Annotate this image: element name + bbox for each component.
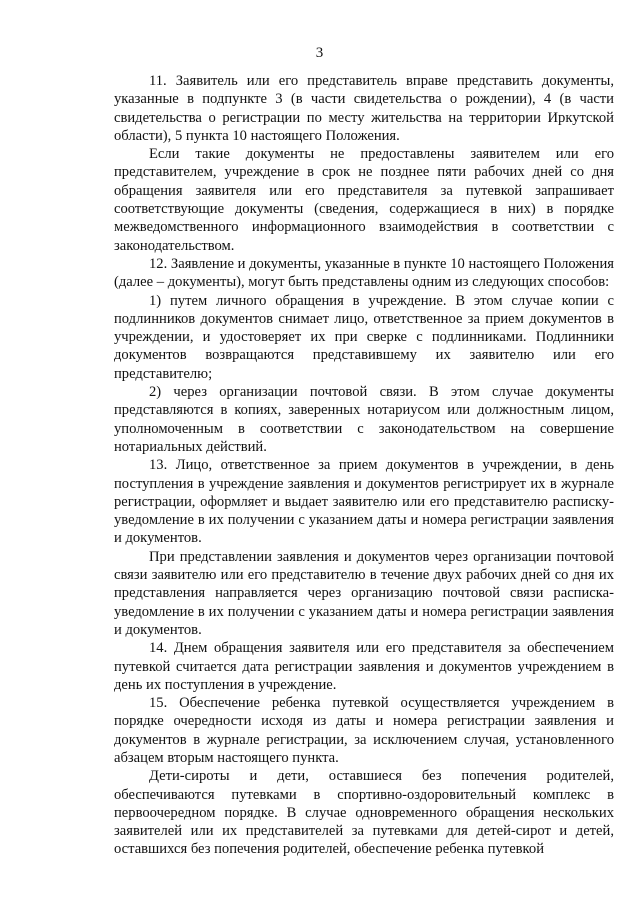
paragraph-11: 11. Заявитель или его представитель вправе представить документы, указанные в подпункте 3 (в части свидетельства о рождении), 4 (в части свидетельства о регистрации по месту жительства на территории Иркутской области), 5 пункта 10 настоящего Положения.	[114, 73, 614, 144]
paragraph-13-continued: При представлении заявления и документов через организации почтовой связи заявителю или его представителю в течение двух рабочих дней со дня их представления направляется через организацию почтовой связи расписка-уведомление в их получении с указанием даты и номера регистрации заявления и документов.	[114, 548, 614, 638]
document-body	[114, 72, 614, 859]
paragraph-12: 12. Заявление и документы, указанные в пункте 10 настоящего Положения (далее – документы), могут быть представлены одним из следующих способов:	[114, 255, 614, 291]
paragraph-12-item-1: 1) путем личного обращения в учреждение. В этом случае копии с подлинников документов снимает лицо, ответственное за прием документов в учреждении, и удостоверяет их при сверке с подлинниками. Подлинники документов возвращаются представившему их заявителю или его представителю;	[114, 292, 614, 382]
paragraph-15-continued: Дети-сироты и дети, оставшиеся без попечения родителей, обеспечиваются путевками в спортивно-оздоровительный комплекс в первоочередном порядке. В случае одновременного обращения нескольких заявителей или их представителей за путевками для детей-сирот и детей, оставшихся без попечения родителей, обеспечение ребенка путевкой	[114, 768, 614, 858]
page-number: 3	[315, 45, 324, 61]
paragraph-11-continued: Если такие документы не предоставлены заявителем или его представителем, учреждение в срок не позднее пяти рабочих дней со дня обращения заявителя или его представителя за путевкой запрашивает соответствующие документы (сведения, содержащиеся в них) в порядке межведомственного информационного взаимодействия в соответствии с законодательством.	[114, 146, 614, 254]
paragraph-13: 13. Лицо, ответственное за прием документов в учреждении, в день поступления в учреждение заявления и документов регистрирует их в журнале регистрации, оформляет и выдает заявителю или его представителю расписку-уведомление в их получении с указанием даты и номера регистрации заявления и документов.	[114, 457, 614, 547]
paragraph-14: 14. Днем обращения заявителя или его представителя за обеспечением путевкой считается дата регистрации заявления и документов учреждением в день их поступления в учреждение.	[114, 640, 614, 693]
paragraph-12-item-2: 2) через организации почтовой связи. В этом случае документы представляются в копиях, заверенных нотариусом или должностным лицом, уполномоченным в соответствии с законодательством на совершение нотариальных действий.	[114, 384, 614, 455]
paragraph-15: 15. Обеспечение ребенка путевкой осуществляется учреждением в порядке очередности исходя из даты и номера регистрации заявления и документов в журнале регистрации, за исключением случая, установленного абзацем вторым настоящего пункта.	[114, 695, 614, 766]
